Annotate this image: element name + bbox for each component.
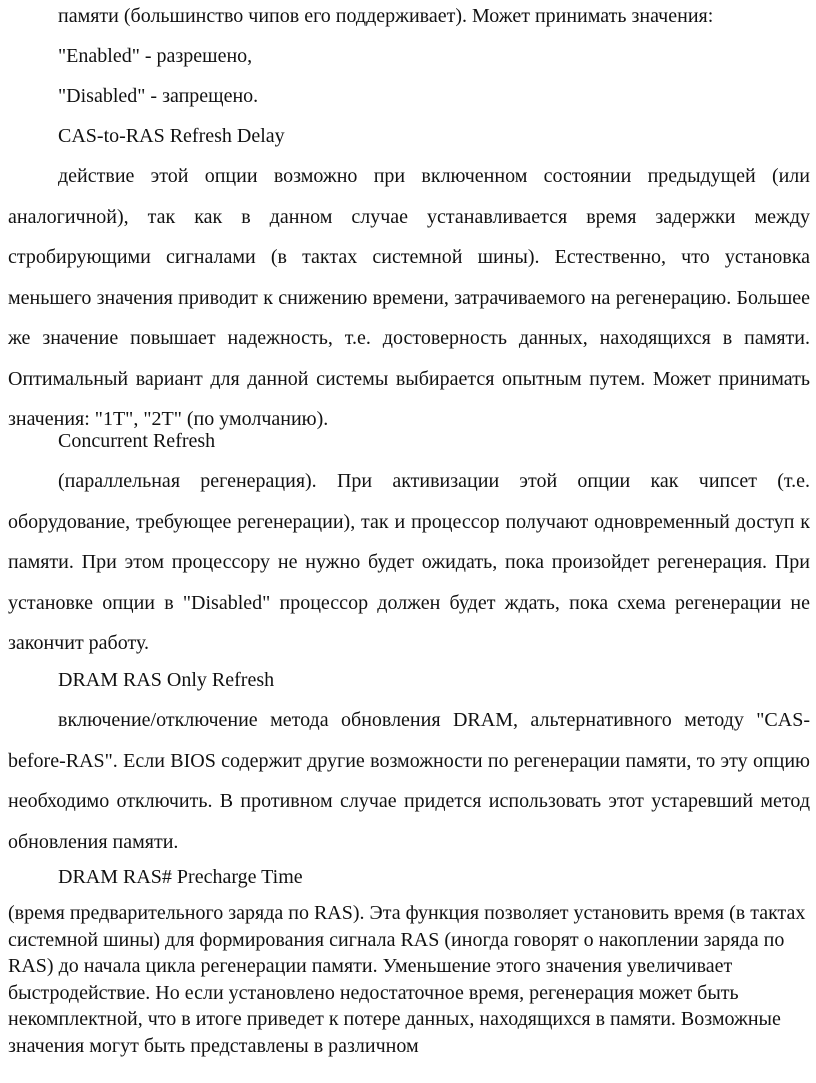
value-disabled: "Disabled" - запрещено. xyxy=(58,85,259,107)
heading-dram-ras-precharge-time: DRAM RAS# Precharge Time xyxy=(58,866,303,888)
heading-concurrent-refresh: Concurrent Refresh xyxy=(58,430,216,452)
paragraph-concurrent-refresh: (параллельная регенерация). При активизации этой опции как чипсет (т.е. оборудование, требующее регенерации), так и процессор получают одновременный доступ к памяти. При этом процессору не нужно будет ожидать, пока произойдет регенерация. При установке опции в "Disabled" процессор должен будет ждать, пока схема регенерации не закончит работу. xyxy=(8,470,810,654)
heading-cas-to-ras-refresh-delay: CAS-to-RAS Refresh Delay xyxy=(58,125,285,147)
paragraph-memory-values: памяти (большинство чипов его поддерживает). Может принимать значения: xyxy=(58,5,714,27)
heading-dram-ras-only-refresh: DRAM RAS Only Refresh xyxy=(58,669,275,691)
paragraph-dram-ras-only-refresh: включение/отключение метода обновления DRAM, альтернативного методу "CAS-before-RAS". Если BIOS содержит другие возможности по регенерации памяти, то эту опцию необходимо отключить. В противном случае придется использовать этот устаревший метод обновления памяти. xyxy=(8,709,810,853)
paragraph-dram-ras-precharge-time: (время предварительного заряда по RAS). Эта функция позволяет установить время (в тактах системной шины) для формирования сигнала RAS (иногда говорят о накоплении заряда по RAS) до начала цикла регенерации памяти. Уменьшение этого значения увеличивает быстродействие. Но если установлено недостаточное время, регенерация может быть некомплектной, что в итоге приведет к потере данных, находящихся в памяти. Возможные значения могут быть представлены в различном xyxy=(8,902,806,1057)
paragraph-cas-to-ras: действие этой опции возможно при включенном состоянии предыдущей (или аналогичной), так как в данном случае устанавливается время задержки между стробирующими сигналами (в тактах системной шины). Естественно, что установка меньшего значения приводит к снижению времени, затрачиваемого на регенерацию. Большее же значение повышает надежность, т.е. достоверность данных, находящихся в памяти. Оптимальный вариант для данной системы выбирается опытным путем. Может принимать значения: "1T", "2T" (по умолчанию). xyxy=(8,165,810,430)
value-enabled: "Enabled" - разрешено, xyxy=(58,45,253,67)
